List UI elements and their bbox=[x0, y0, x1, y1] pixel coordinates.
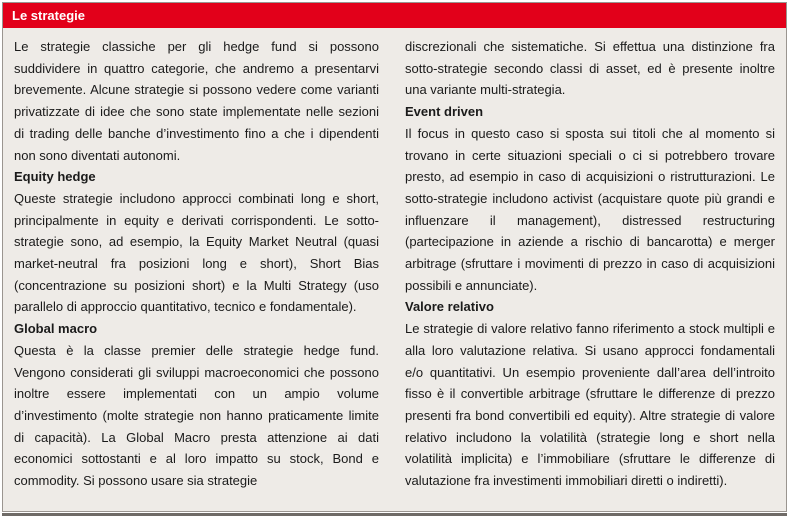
section-header bbox=[3, 3, 786, 28]
strategies-box bbox=[2, 2, 787, 512]
event-driven-heading: Event driven bbox=[405, 104, 484, 120]
section-title: Le strategie bbox=[12, 8, 85, 23]
bottom-rule bbox=[2, 513, 787, 516]
global-macro-heading: Global macro bbox=[14, 321, 98, 337]
event-driven-paragraph: Il focus in questo caso si sposta sui titoli che al momento si trovano in certe situazioni speciali o ci si potrebbero trovare presto, ad esempio in caso di acquisizioni o ristrutturazioni. Le sotto-strategie includono activist (acquistare quote più grandi e influenzare il management), distressed restructuring (partecipazione in aziende a rischio di bancarotta) e merger arbitrage (sfruttare i movimenti di prezzo in caso di acquisizioni possibili e annunciate). bbox=[405, 125, 775, 293]
global-macro-paragraph: Questa è la classe premier delle strategie hedge fund. Vengono considerati gli sviluppi macroeconomici che possono inoltre essere implementati con un ampio volume d’investimento (molte strategie non hanno praticamente limite di capacità). La Global Macro presta attenzione ai dati economici sottostanti e al loro impatto su stock, Bond e commodity. Si possono usare sia strategie bbox=[14, 342, 379, 489]
intro-paragraph: Le strategie classiche per gli hedge fund si possono suddividere in quattro categorie, che andremo a presentarvi brevemente. Alcune strategie si possono vedere come varianti privatizzate di idee che sono state implementate nelle sezioni di trading delle banche d’investimento fino a che i dipendenti non sono diventati autonomi. bbox=[14, 39, 379, 163]
right-column bbox=[405, 36, 775, 492]
valore-relativo-paragraph: Le strategie di valore relativo fanno riferimento a stock multipli e alla loro valutazione relativa. Si usano approcci fondamentali e/o quantitativi. Un esempio proveniente dall’area dell’introito fisso è il convertible arbitrage (sfruttare le differenze di prezzo presenti fra bond convertibili ed equity). Altre strategie di valore relativo includono la volatilità (strategie long e short nella volatilità implicita) e l’immobiliare (sfruttare le differenze di valutazione fra investimenti immobiliari diretti o indiretti). bbox=[405, 321, 775, 489]
left-column bbox=[14, 36, 379, 492]
equity-hedge-paragraph: Queste strategie includono approcci combinati long e short, principalmente in equity e derivati corrispondenti. Le sotto-strategie sono, ad esempio, la Equity Market Neutral (quasi market-neutral fra posizioni long e short), Short Bias (concentrazione su posizioni short) e la Multi Strategy (uso parallelo di approccio quantitativo, tecnico e fondamentale). bbox=[14, 190, 379, 315]
valore-relativo-heading: Valore relativo bbox=[405, 299, 494, 315]
equity-hedge-heading: Equity hedge bbox=[14, 169, 96, 185]
global-macro-continuation: discrezionali che sistematiche. Si effettua una distinzione fra sotto-strategie secondo classi di asset, ed è presente inoltre una variante multi-strategia. bbox=[405, 39, 775, 98]
